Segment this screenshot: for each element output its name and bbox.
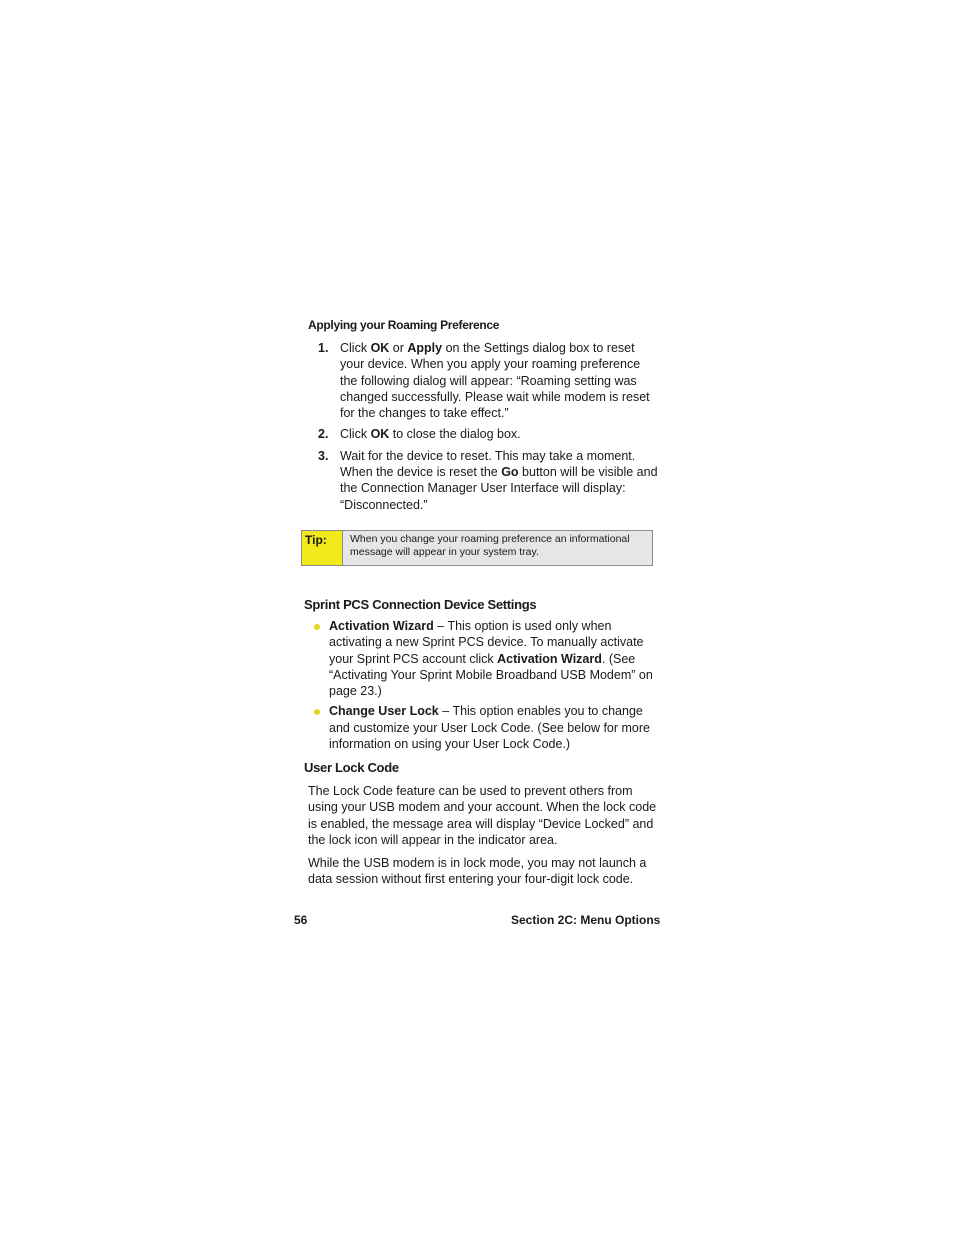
tip-box — [301, 530, 653, 566]
device-settings-heading: Sprint PCS Connection Device Settings — [304, 597, 537, 612]
tip-text: When you change your roaming preference an informational message will appear in your system tray. — [350, 533, 630, 558]
list-item — [312, 703, 662, 752]
step-text: Click OK or Apply on the Settings dialog box to reset your device. When you apply your roaming preference the following dialog will appear: “Roaming setting was changed successfully. Please wait while modem is reset for the changes to take effect.” — [340, 341, 650, 421]
bullet-icon — [312, 703, 329, 752]
step-number: 1. — [318, 341, 329, 355]
page-number: 56 — [294, 913, 308, 927]
tip-label: Tip: — [302, 531, 343, 565]
list-item — [312, 618, 662, 699]
section-title: Section 2C: Menu Options — [511, 913, 661, 927]
step-number: 3. — [318, 448, 329, 463]
roaming-heading: Applying your Roaming Preference — [308, 318, 500, 332]
lock-code-paragraph-2: While the USB modem is in lock mode, you may not launch a data session without first entering your four-digit lock code. — [308, 856, 647, 887]
roaming-steps-list — [318, 340, 660, 518]
lock-code-heading: User Lock Code — [304, 760, 399, 775]
list-item-text: Change User Lock – This option enables you to change and customize your User Lock Code. (See below for more information on using your User Lock Code.) — [329, 704, 650, 752]
step-item — [318, 448, 660, 513]
list-item-text: Activation Wizard – This option is used only when activating a new Sprint PCS device. To manually activate your Sprint PCS account click Activation Wizard. (See “Activating Your Sprint Mobile Broadband USB Modem” on page 23.) — [329, 619, 653, 699]
step-item — [318, 340, 660, 421]
step-number: 2. — [318, 427, 329, 442]
step-text: Click OK to close the dialog box. — [340, 427, 521, 442]
step-text: Wait for the device to reset. This may take a moment. When the device is reset the Go button will be visible and the Connection Manager User Interface will display: “Disconnected.” — [340, 448, 658, 512]
device-settings-list — [312, 618, 662, 756]
bullet-icon — [312, 618, 329, 699]
step-item — [318, 426, 660, 442]
lock-code-paragraph-1: The Lock Code feature can be used to prevent others from using your USB modem and your account. When the lock code is enabled, the message area will display “Device Locked” and the lock icon will appear in the indicator area. — [308, 784, 657, 847]
